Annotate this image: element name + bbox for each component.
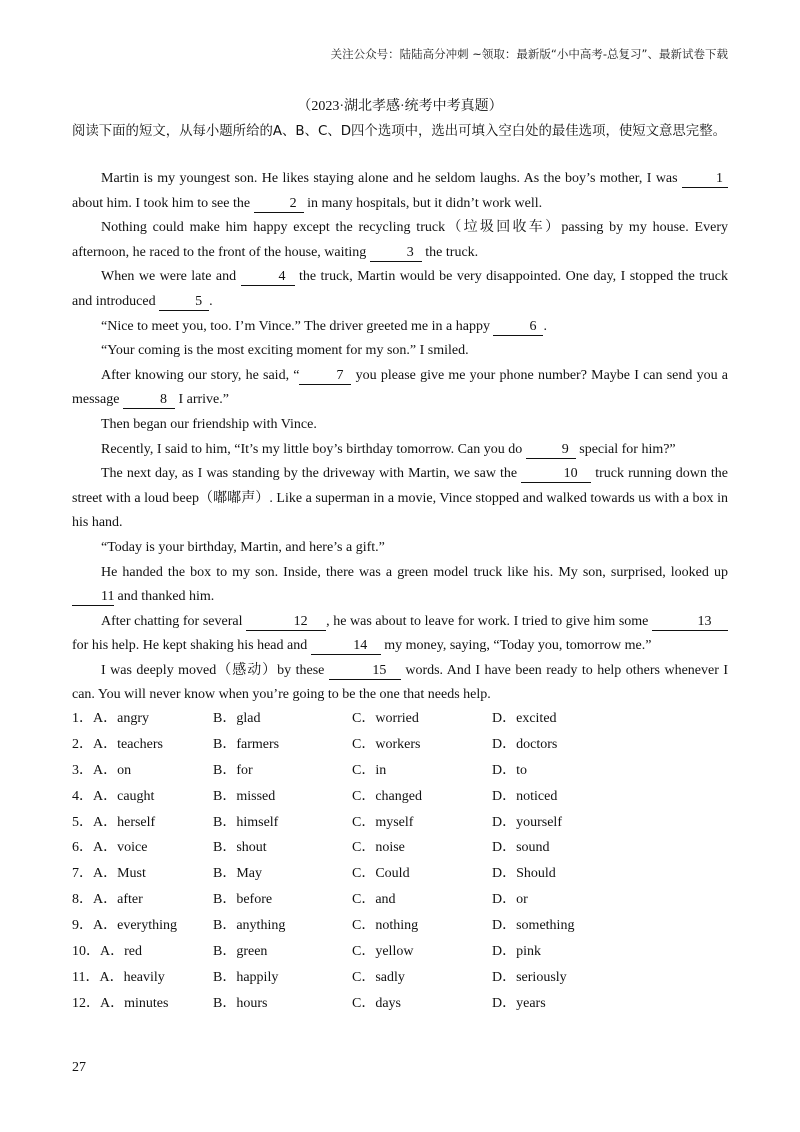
passage-paragraph: [72, 561, 728, 610]
option-choice: C．Could: [352, 866, 410, 882]
option-choice: C．in: [352, 762, 387, 778]
passage-paragraph: [72, 167, 728, 216]
passage-text: The next day, as I was standing by the driveway with Martin, we saw the: [101, 466, 522, 482]
passage-paragraph: [72, 438, 728, 463]
option-choice: 7．A．Must: [72, 866, 146, 882]
option-choice: C．and: [352, 892, 396, 908]
passage-paragraph: [72, 536, 728, 561]
question-option-row: [72, 888, 728, 914]
blank-8: 8: [123, 391, 175, 409]
blank-15: 15: [329, 662, 401, 680]
blank-3: 3: [370, 244, 422, 262]
passage-text: I arrive.”: [174, 392, 229, 408]
option-choice: 9．A．everything: [72, 918, 177, 934]
passage-text: “Your coming is the most exciting moment for my son.” I smiled.: [101, 343, 469, 359]
option-choice: D．or: [492, 892, 528, 908]
cloze-passage: [72, 167, 728, 708]
passage-text: and thanked him.: [114, 589, 215, 605]
passage-paragraph: [72, 610, 728, 659]
passage-paragraph: [72, 265, 728, 314]
option-choice: C．nothing: [352, 918, 419, 934]
option-choice: D．yourself: [492, 814, 562, 830]
option-choice: C．workers: [352, 736, 421, 752]
option-choice: 6．A．voice: [72, 840, 148, 856]
question-option-row: [72, 966, 728, 992]
question-option-row: [72, 992, 728, 1018]
option-choice: B．hours: [213, 995, 268, 1011]
option-choice: B．before: [213, 892, 273, 908]
option-choice: B．glad: [213, 711, 261, 726]
passage-text: my money, saying, “Today you, tomorrow me.”: [380, 638, 652, 654]
question-option-row: [72, 862, 728, 888]
passage-text: “Nice to meet you, too. I’m Vince.” The driver greeted me in a happy: [101, 318, 494, 334]
question-option-row: [72, 914, 728, 940]
passage-text: I was deeply moved（感动）by these: [101, 662, 329, 678]
blank-13: 13: [652, 613, 728, 631]
blank-10: 10: [521, 465, 591, 483]
passage-text: “Today is your birthday, Martin, and here’s a gift.”: [101, 539, 385, 555]
option-choice: B．farmers: [213, 736, 280, 752]
question-option-row: [72, 785, 728, 811]
passage-text: Recently, I said to him, “It’s my little boy’s birthday tomorrow. Can you do: [101, 441, 526, 457]
passage-text: truck running down the street with a loud beep（嘟嘟声）. Like a superman in a movie, Vince stopped and walked towards us with a box in his hand.: [72, 466, 728, 531]
option-choice: D．seriously: [492, 969, 567, 985]
option-choice: B．green: [213, 944, 268, 960]
option-choice: 4．A．caught: [72, 788, 155, 804]
passage-text: Martin is my youngest son. He likes staying alone and he seldom laughs. As the boy’s mother, I was: [101, 171, 682, 186]
page-number: 27: [72, 1060, 86, 1075]
blank-7: 7: [299, 367, 351, 385]
option-choice: C．noise: [352, 840, 405, 856]
question-option-row: [72, 707, 728, 733]
blank-5: 5: [159, 293, 209, 311]
passage-paragraph: [72, 364, 728, 413]
passage-paragraph: [72, 659, 728, 708]
passage-text: the truck, Martin would be very disappointed. One day, I stopped the truck and introduced: [72, 269, 728, 309]
option-choice: D．to: [492, 762, 527, 778]
blank-6: 6: [493, 318, 543, 336]
passage-text: .: [543, 318, 547, 334]
option-choice: B．himself: [213, 814, 279, 830]
option-choice: 2．A．teachers: [72, 736, 163, 752]
option-choice: 8．A．after: [72, 892, 143, 908]
passage-text: When we were late and: [101, 269, 241, 285]
passage-text: Nothing could make him happy except the recycling truck（垃圾回收车）passing by my house. Every afternoon, he raced to the front of the house, waiting: [72, 220, 728, 260]
passage-paragraph: [72, 216, 728, 265]
passage-text: the truck.: [421, 244, 479, 260]
passage-text: in many hospitals, but it didn’t work well.: [303, 195, 543, 211]
question-option-row: [72, 811, 728, 837]
passage-text: about him. I took him to see the: [72, 195, 254, 211]
blank-4: 4: [241, 268, 295, 286]
passage-paragraph: [72, 339, 728, 364]
option-choice: B．for: [213, 762, 253, 778]
passage-paragraph: [72, 462, 728, 536]
passage-paragraph: [72, 413, 728, 438]
passage-text: Then began our friendship with Vince.: [101, 416, 317, 432]
option-choice: D．excited: [492, 711, 557, 726]
option-choice: 5．A．herself: [72, 814, 156, 830]
passage-text: for his help. He kept shaking his head and: [72, 638, 311, 654]
passage-paragraph: [72, 315, 728, 340]
option-choice: D．something: [492, 918, 575, 934]
blank-9: 9: [526, 441, 576, 459]
blank-11: 11: [72, 588, 114, 606]
option-choice: C．yellow: [352, 944, 414, 960]
passage-text: He handed the box to my son. Inside, there was a green model truck like his. My son, surprised, looked up: [101, 564, 728, 580]
option-choice: D．sound: [492, 840, 550, 856]
blank-2: 2: [254, 195, 304, 213]
option-choice: C．worried: [352, 711, 419, 726]
instructions-text: 阅读下面的短文，从每小题所给的A、B、C、D四个选项中，选出可填入空白处的最佳选项，使短文意思完整。: [72, 124, 726, 139]
option-choice: 3．A．on: [72, 762, 132, 778]
option-choice: 11．A．heavily: [72, 969, 165, 985]
option-choice: D．doctors: [492, 736, 558, 752]
option-choice: 12．A．minutes: [72, 995, 169, 1011]
option-choice: 10．A．red: [72, 944, 142, 960]
option-choice: B．happily: [213, 969, 279, 985]
answer-options-list: [72, 707, 728, 1018]
option-choice: B．missed: [213, 788, 276, 804]
passage-text: words. And I have been ready to help others whenever I can. You will never know when you’re going to be the one that needs help.: [72, 662, 729, 703]
passage-text: After chatting for several: [101, 613, 247, 629]
blank-12: 12: [246, 613, 326, 631]
option-choice: B．May: [213, 866, 262, 882]
option-choice: C．changed: [352, 788, 422, 804]
passage-text: , he was about to leave for work. I tried to give him some: [326, 613, 652, 629]
question-option-row: [72, 836, 728, 862]
passage-text: .: [209, 293, 213, 309]
option-choice: C．myself: [352, 814, 414, 830]
option-choice: D．pink: [492, 944, 541, 960]
option-choice: D．years: [492, 995, 546, 1011]
option-choice: C．sadly: [352, 969, 405, 985]
page-header-banner: 关注公众号：陆陆高分冲刺 ~领取：最新版“小中高考-总复习”、最新试卷下载: [330, 47, 728, 61]
question-option-row: [72, 940, 728, 966]
option-choice: D．Should: [492, 866, 556, 882]
option-choice: C．days: [352, 995, 401, 1011]
passage-text: you please give me your phone number? Maybe I can send you a message: [72, 367, 728, 408]
option-choice: D．noticed: [492, 788, 558, 804]
question-option-row: [72, 759, 728, 785]
blank-14: 14: [311, 637, 381, 655]
option-choice: B．anything: [213, 918, 286, 934]
option-choice: B．shout: [213, 840, 267, 856]
passage-text: After knowing our story, he said, “: [101, 367, 300, 383]
passage-text: special for him?”: [575, 441, 676, 457]
exam-source-subtitle: （2023·湖北孝感·统考中考真题）: [297, 99, 503, 114]
question-option-row: [72, 733, 728, 759]
option-choice: 1．A．angry: [72, 711, 149, 726]
blank-1: 1: [682, 170, 728, 188]
